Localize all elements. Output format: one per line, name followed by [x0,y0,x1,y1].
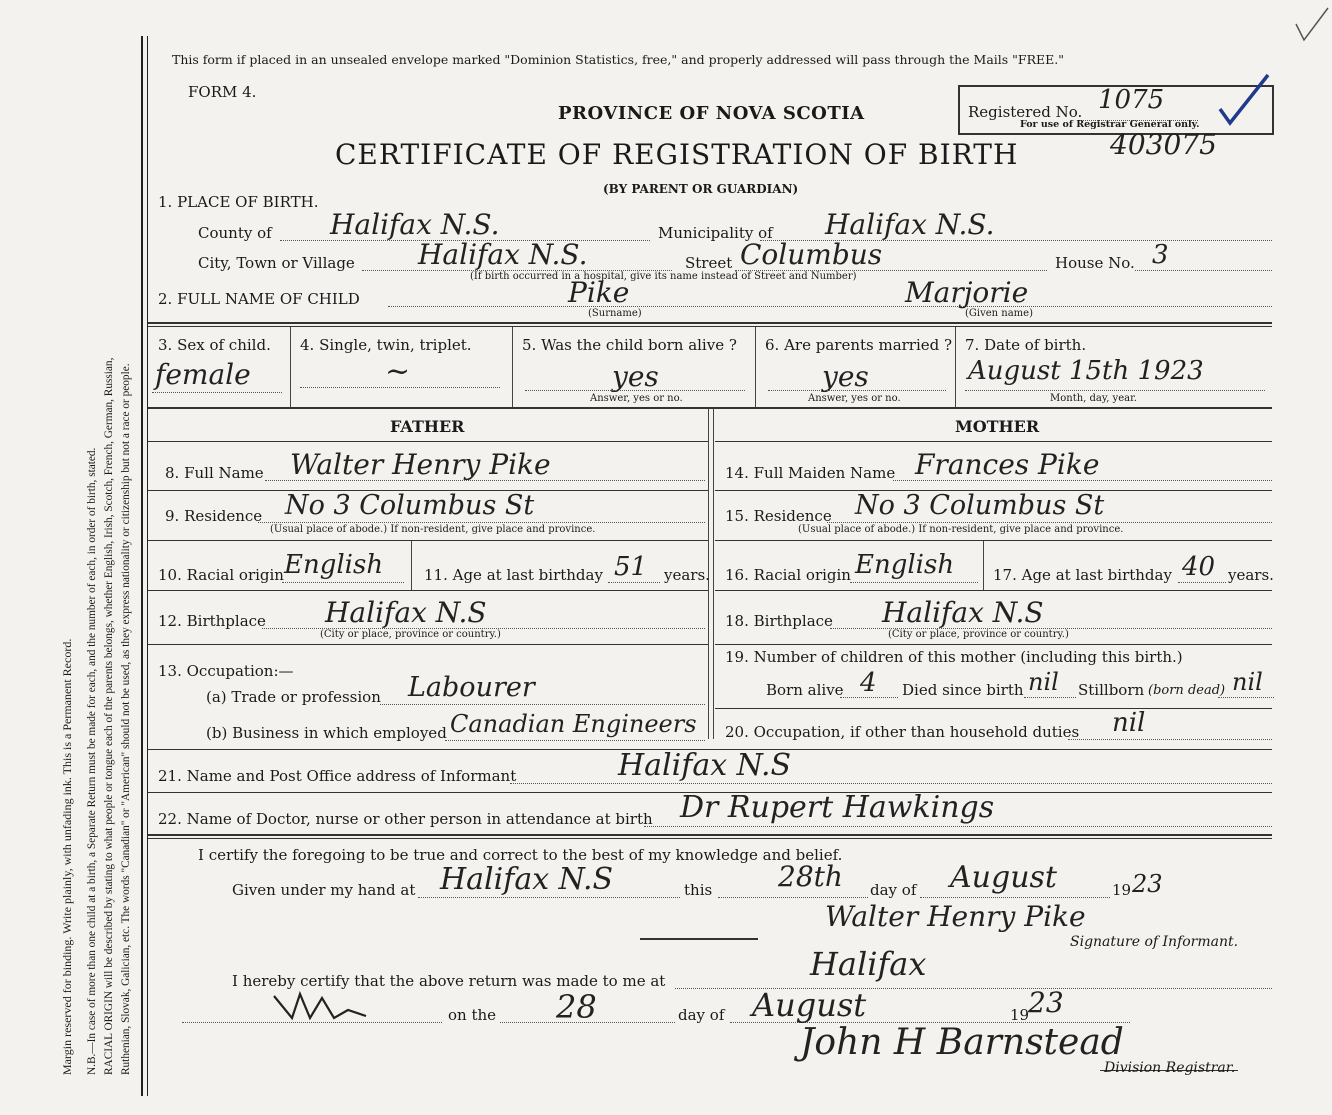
registrar-month-value: August [752,986,867,1024]
dob-value: August 15th 1923 [968,356,1204,386]
corner-check-icon [1292,6,1332,46]
trade-label: (a) Trade or profession [206,688,381,706]
check-mark-icon [1216,71,1276,131]
mother-racial-value: English [855,550,955,580]
informant-value: Halifax N.S [618,748,792,783]
born-alive-label: 5. Was the child born alive ? [522,336,737,354]
place-section-label: 1. PLACE OF BIRTH. [158,193,319,211]
border-left-outer [141,36,143,1096]
county-label: County of [198,224,272,242]
mother-birthplace-caption: (City or place, province or country.) [888,629,1069,640]
informant-label: 21. Name and Post Office address of Informant [158,767,517,785]
born-alive-value: yes [612,360,659,393]
informant-signature-caption: Signature of Informant. [1070,934,1239,950]
mother-racial-label: 16. Racial origin [725,566,851,584]
mother-heading: MOTHER [955,417,1040,436]
multiple-birth-value: ~ [385,354,411,389]
city-label: City, Town or Village [198,254,355,272]
certificate-subtitle: (BY PARENT OR GUARDIAN) [603,182,799,196]
given-year-prefix: 19 [1112,881,1132,899]
father-name-label: 8. Full Name [165,464,264,482]
father-birthplace-value: Halifax N.S [325,596,487,629]
father-age-value: 51 [614,552,648,582]
business-label: (b) Business in which employed [206,724,447,742]
mother-age-value: 40 [1182,552,1216,582]
registrar-use-note: For use of Registrar General only. [1020,119,1200,130]
born-alive-count-label: Born alive [766,681,844,699]
form-number: FORM 4. [188,83,257,101]
parents-married-label: 6. Are parents married ? [765,336,953,354]
county-value: Halifax N.S. [330,208,500,241]
dob-caption: Month, day, year. [1050,393,1137,404]
margin-note-4: Ruthenian, Slovak, Galician, etc. The words "Canadian" or "American" should not be used, as they express nationality or citizenship but not a race or people. [120,363,132,1075]
father-residence-label: 9. Residence [165,507,263,525]
registrar-signature: John H Barnstead [800,1022,1124,1063]
dob-label: 7. Date of birth. [965,336,1087,354]
registrar-statement: I hereby certify that the above return was made to me at [232,972,666,990]
father-birthplace-caption: (City or place, province or country.) [320,629,501,640]
father-name-value: Walter Henry Pike [290,448,551,481]
province-heading: PROVINCE OF NOVA SCOTIA [558,103,865,124]
died-since-label: Died since birth [902,681,1024,699]
certify-statement: I certify the foregoing to be true and correct to the best of my knowledge and belief. [198,846,843,864]
given-this: this [684,881,713,899]
father-birthplace-label: 12. Birthplace [158,612,266,630]
mother-birthplace-label: 18. Birthplace [725,612,833,630]
child-surname: Pike [568,276,630,309]
parents-married-value: yes [822,360,869,393]
given-label: Given under my hand at [232,881,416,899]
house-value: 3 [1152,240,1169,270]
mother-name-value: Frances Pike [915,448,1100,481]
border-left-inner [147,36,148,1096]
born-alive-count-value: 4 [860,668,877,698]
mother-name-label: 14. Full Maiden Name [725,464,896,482]
mother-residence-value: No 3 Columbus St [855,490,1105,521]
city-value: Halifax N.S. [418,238,588,271]
informant-signature: Walter Henry Pike [825,900,1086,933]
occupation-label: 13. Occupation:— [158,662,294,680]
mother-residence-caption: (Usual place of abode.) If non-resident, give place and province. [798,524,1124,535]
margin-note-2: N.B.—In case of more than one child at a birth, a Separate Return must be made for each, and the number of each, in order of birth, stated. [86,447,98,1075]
registrar-year-value: 23 [1028,986,1064,1019]
registered-value: 1075 [1098,85,1165,115]
business-value: Canadian Engineers [450,710,697,738]
child-given-name: Marjorie [905,276,1029,309]
certificate-title: CERTIFICATE OF REGISTRATION OF BIRTH [335,138,1019,171]
stillborn-value: nil [1232,668,1263,696]
given-month-value: August [950,860,1057,895]
mother-occupation-label: 20. Occupation, if other than household duties [725,723,1080,741]
sex-label: 3. Sex of child. [158,336,271,354]
child-name-label: 2. FULL NAME OF CHILD [158,290,360,308]
trade-value: Labourer [408,672,535,703]
handwritten-number: 403075 [1110,128,1217,161]
died-since-value: nil [1028,668,1059,696]
surname-caption: (Surname) [588,308,642,319]
registered-label: Registered No. [968,103,1083,121]
born-alive-caption: Answer, yes or no. [590,393,683,404]
father-residence-caption: (Usual place of abode.) If non-resident, give place and province. [270,524,596,535]
mother-years: years. [1228,566,1274,584]
given-place-value: Halifax N.S [440,862,614,897]
parents-married-caption: Answer, yes or no. [808,393,901,404]
municipality-label: Municipality of [658,224,773,242]
registrar-place-value: Halifax [810,945,927,983]
given-day-value: 28th [778,860,843,893]
registrar-on-the: on the [448,1006,497,1024]
father-age-label: 11. Age at last birthday [424,566,603,584]
registrar-day-value: 28 [556,988,597,1026]
father-heading: FATHER [390,417,465,436]
hospital-note: (If birth occurred in a hospital, give its name instead of Street and Number) [470,271,857,282]
margin-note-1: Margin reserved for binding. Write plainly, with unfading ink. This is a Permanent Record. [60,638,74,1075]
father-years: years. [664,566,710,584]
mother-occupation-value: nil [1112,708,1146,738]
multiple-birth-label: 4. Single, twin, triplet. [300,336,472,354]
house-label: House No. [1055,254,1135,272]
father-residence-value: No 3 Columbus St [285,490,535,521]
doctor-label: 22. Name of Doctor, nurse or other person in attendance at birth [158,810,653,828]
given-year-value: 23 [1132,870,1163,898]
doctor-value: Dr Rupert Hawkings [680,790,995,825]
stillborn-caption: (born dead) [1148,683,1226,698]
registrar-year-prefix: 19 [1010,1006,1030,1024]
mother-age-label: 17. Age at last birthday [993,566,1172,584]
father-racial-label: 10. Racial origin [158,566,284,584]
municipality-value: Halifax N.S. [825,208,995,241]
registrar-caption: Division Registrar. [1104,1060,1236,1076]
given-day-of: day of [870,881,917,899]
street-value: Columbus [740,238,883,271]
mother-birthplace-value: Halifax N.S [882,596,1044,629]
stillborn-label: Stillborn [1078,681,1145,699]
margin-note-3: RACIAL ORIGIN will be described by stating to what people or tongue each of the parents belongs, whether English, Irish, Scotch, French, German, Russian, [103,357,115,1075]
registrar-day-of: day of [678,1006,725,1024]
registrar-scrawl-icon [270,988,390,1048]
father-racial-value: English [284,550,384,580]
mother-residence-label: 15. Residence [725,507,832,525]
sex-value: female [155,358,251,391]
street-label: Street [685,254,733,272]
mail-note: This form if placed in an unsealed envelope marked "Dominion Statistics, free," and properly addressed will pass through the Mails "FREE." [172,52,1064,67]
given-name-caption: (Given name) [965,308,1033,319]
children-count-label: 19. Number of children of this mother (including this birth.) [725,648,1183,666]
